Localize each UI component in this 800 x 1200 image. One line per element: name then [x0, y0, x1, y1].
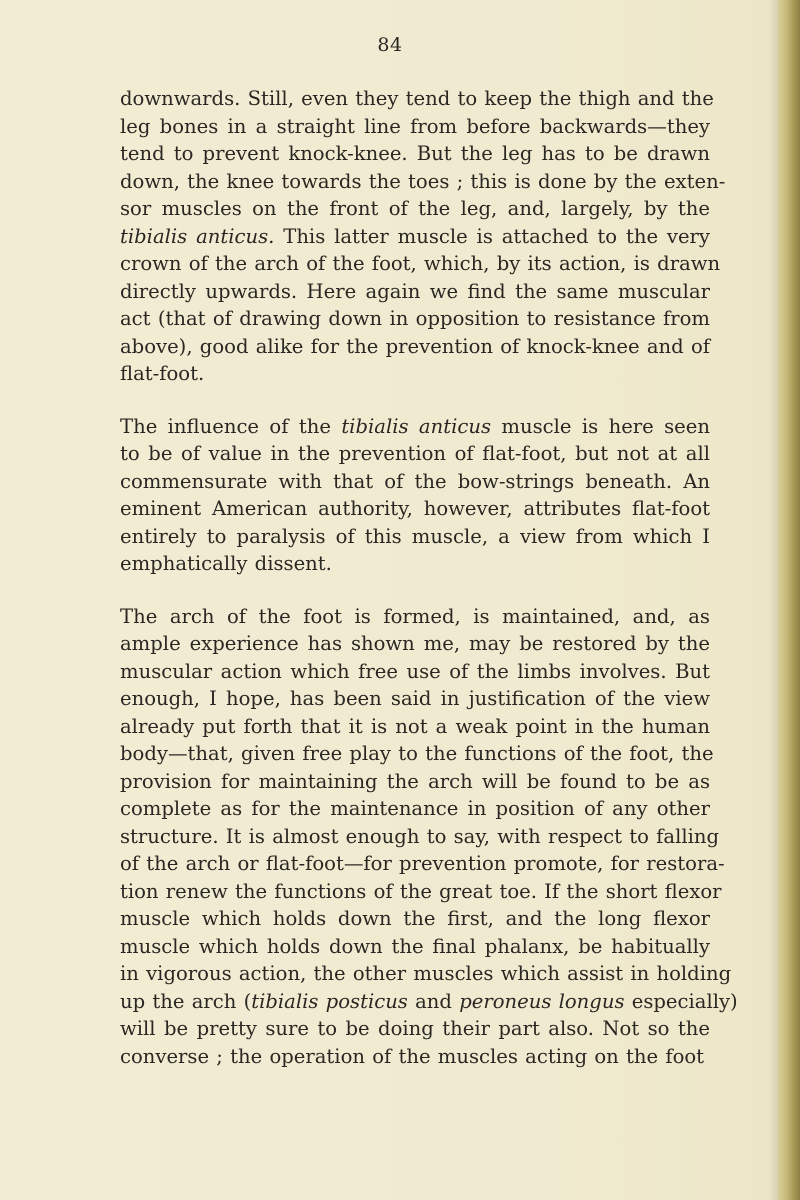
text-line	[120, 250, 721, 278]
text-line	[120, 85, 714, 113]
text-run: enough, I hope, has been said in justification of the view	[120, 687, 710, 710]
text-line	[120, 905, 710, 933]
text-run: above), good alike for the prevention of knock-knee and of	[120, 334, 710, 358]
paragraph	[120, 85, 726, 388]
text-run: already put forth that it is not a weak point in the human	[120, 714, 710, 738]
text-run: This latter muscle is attached to the very	[274, 224, 710, 248]
text-line	[120, 550, 710, 578]
text-run: muscular action which free use of the limbs involves. But	[120, 659, 710, 683]
text-run: act (that of drawing down in opposition to resistance from	[120, 307, 710, 330]
text-line	[120, 988, 738, 1016]
text-run: emphatically dissent.	[120, 552, 332, 575]
page-number: 84	[377, 34, 403, 56]
text-line	[120, 360, 710, 388]
body-text	[120, 85, 738, 1070]
text-run: tend to prevent knock-knee. But the leg has to be drawn	[120, 142, 710, 165]
text-run: ample experience has shown me, may be restored by the	[120, 632, 710, 655]
text-line	[120, 630, 710, 658]
italic-term: tibialis anticus.	[120, 224, 275, 248]
text-run: flat-foot.	[120, 362, 205, 385]
page-gutter-shadow	[768, 0, 778, 1200]
text-run: up the arch (	[120, 989, 252, 1013]
text-run: will be pretty sure to be doing their part also. Not so the	[120, 1017, 710, 1040]
text-run: crown of the arch of the foot, which, by its action, is drawn	[120, 252, 721, 275]
text-line	[120, 823, 720, 851]
text-line	[120, 1015, 710, 1043]
text-line	[120, 495, 710, 523]
text-line	[120, 768, 710, 796]
text-run: The influence of the	[120, 414, 342, 438]
text-line	[120, 933, 710, 961]
text-line	[120, 523, 710, 551]
text-line	[120, 713, 710, 741]
text-run: sor muscles on the front of the leg, and, largely, by the	[120, 197, 710, 220]
text-line	[120, 305, 710, 333]
paragraph	[120, 413, 710, 578]
italic-term: peroneus longus	[459, 989, 625, 1013]
paragraph-gap	[120, 388, 710, 413]
text-run: entirely to paralysis of this muscle, a view from which I	[120, 524, 710, 548]
text-line	[120, 113, 710, 141]
text-line	[120, 140, 710, 168]
text-run: especially)	[624, 989, 738, 1013]
text-run: and	[407, 989, 460, 1013]
text-line	[120, 333, 710, 361]
text-line	[120, 1043, 710, 1071]
text-run: The arch of the foot is formed, is maintained, and, as	[120, 604, 710, 628]
text-line	[120, 603, 710, 631]
text-run: complete as for the maintenance in position of any other	[120, 797, 710, 820]
text-line	[120, 658, 710, 686]
text-run: in vigorous action, the other muscles which assist in holding	[120, 962, 732, 985]
text-run: muscle is here seen	[491, 414, 710, 438]
text-run: to be of value in the prevention of flat-foot, but not at all	[120, 442, 710, 465]
text-run: of the arch or flat-foot—for prevention promote, for restora-	[120, 852, 725, 875]
text-line	[120, 223, 710, 251]
text-line	[120, 440, 710, 468]
text-line	[120, 195, 710, 223]
text-line	[120, 468, 710, 496]
text-run: directly upwards. Here again we find the same muscular	[120, 279, 710, 303]
text-run: down, the knee towards the toes ; this is done by the exten-	[120, 169, 726, 193]
text-run: provision for maintaining the arch will be found to be as	[120, 769, 710, 793]
text-line	[120, 278, 710, 306]
text-run: eminent American authority, however, attributes flat-foot	[120, 497, 710, 520]
italic-term: tibialis anticus	[341, 414, 492, 438]
text-run: downwards. Still, even they tend to keep the thigh and the	[120, 87, 714, 110]
text-run: muscle which holds down the first, and the long flexor	[120, 907, 710, 930]
italic-term: tibialis posticus	[251, 989, 408, 1013]
text-line	[120, 878, 722, 906]
text-run: structure. It is almost enough to say, with respect to falling	[120, 824, 720, 848]
text-line	[120, 685, 710, 713]
text-run: converse ; the operation of the muscles acting on the foot	[120, 1044, 705, 1068]
text-run: leg bones in a straight line from before backwards—they	[120, 114, 710, 138]
text-line	[120, 740, 714, 768]
text-line	[120, 413, 710, 441]
text-run: muscle which holds down the final phalanx, be habitually	[120, 934, 710, 958]
text-line	[120, 960, 732, 988]
text-line	[120, 850, 725, 878]
text-line	[120, 795, 710, 823]
text-run: body—that, given free play to the functions of the foot, the	[120, 742, 714, 765]
paragraph	[120, 603, 738, 1071]
text-run: tion renew the functions of the great toe. If the short flexor	[120, 879, 722, 903]
text-run: commensurate with that of the bow-strings beneath. An	[120, 469, 710, 493]
paragraph-gap	[120, 578, 710, 603]
page-edge	[778, 0, 800, 1200]
text-line	[120, 168, 726, 196]
